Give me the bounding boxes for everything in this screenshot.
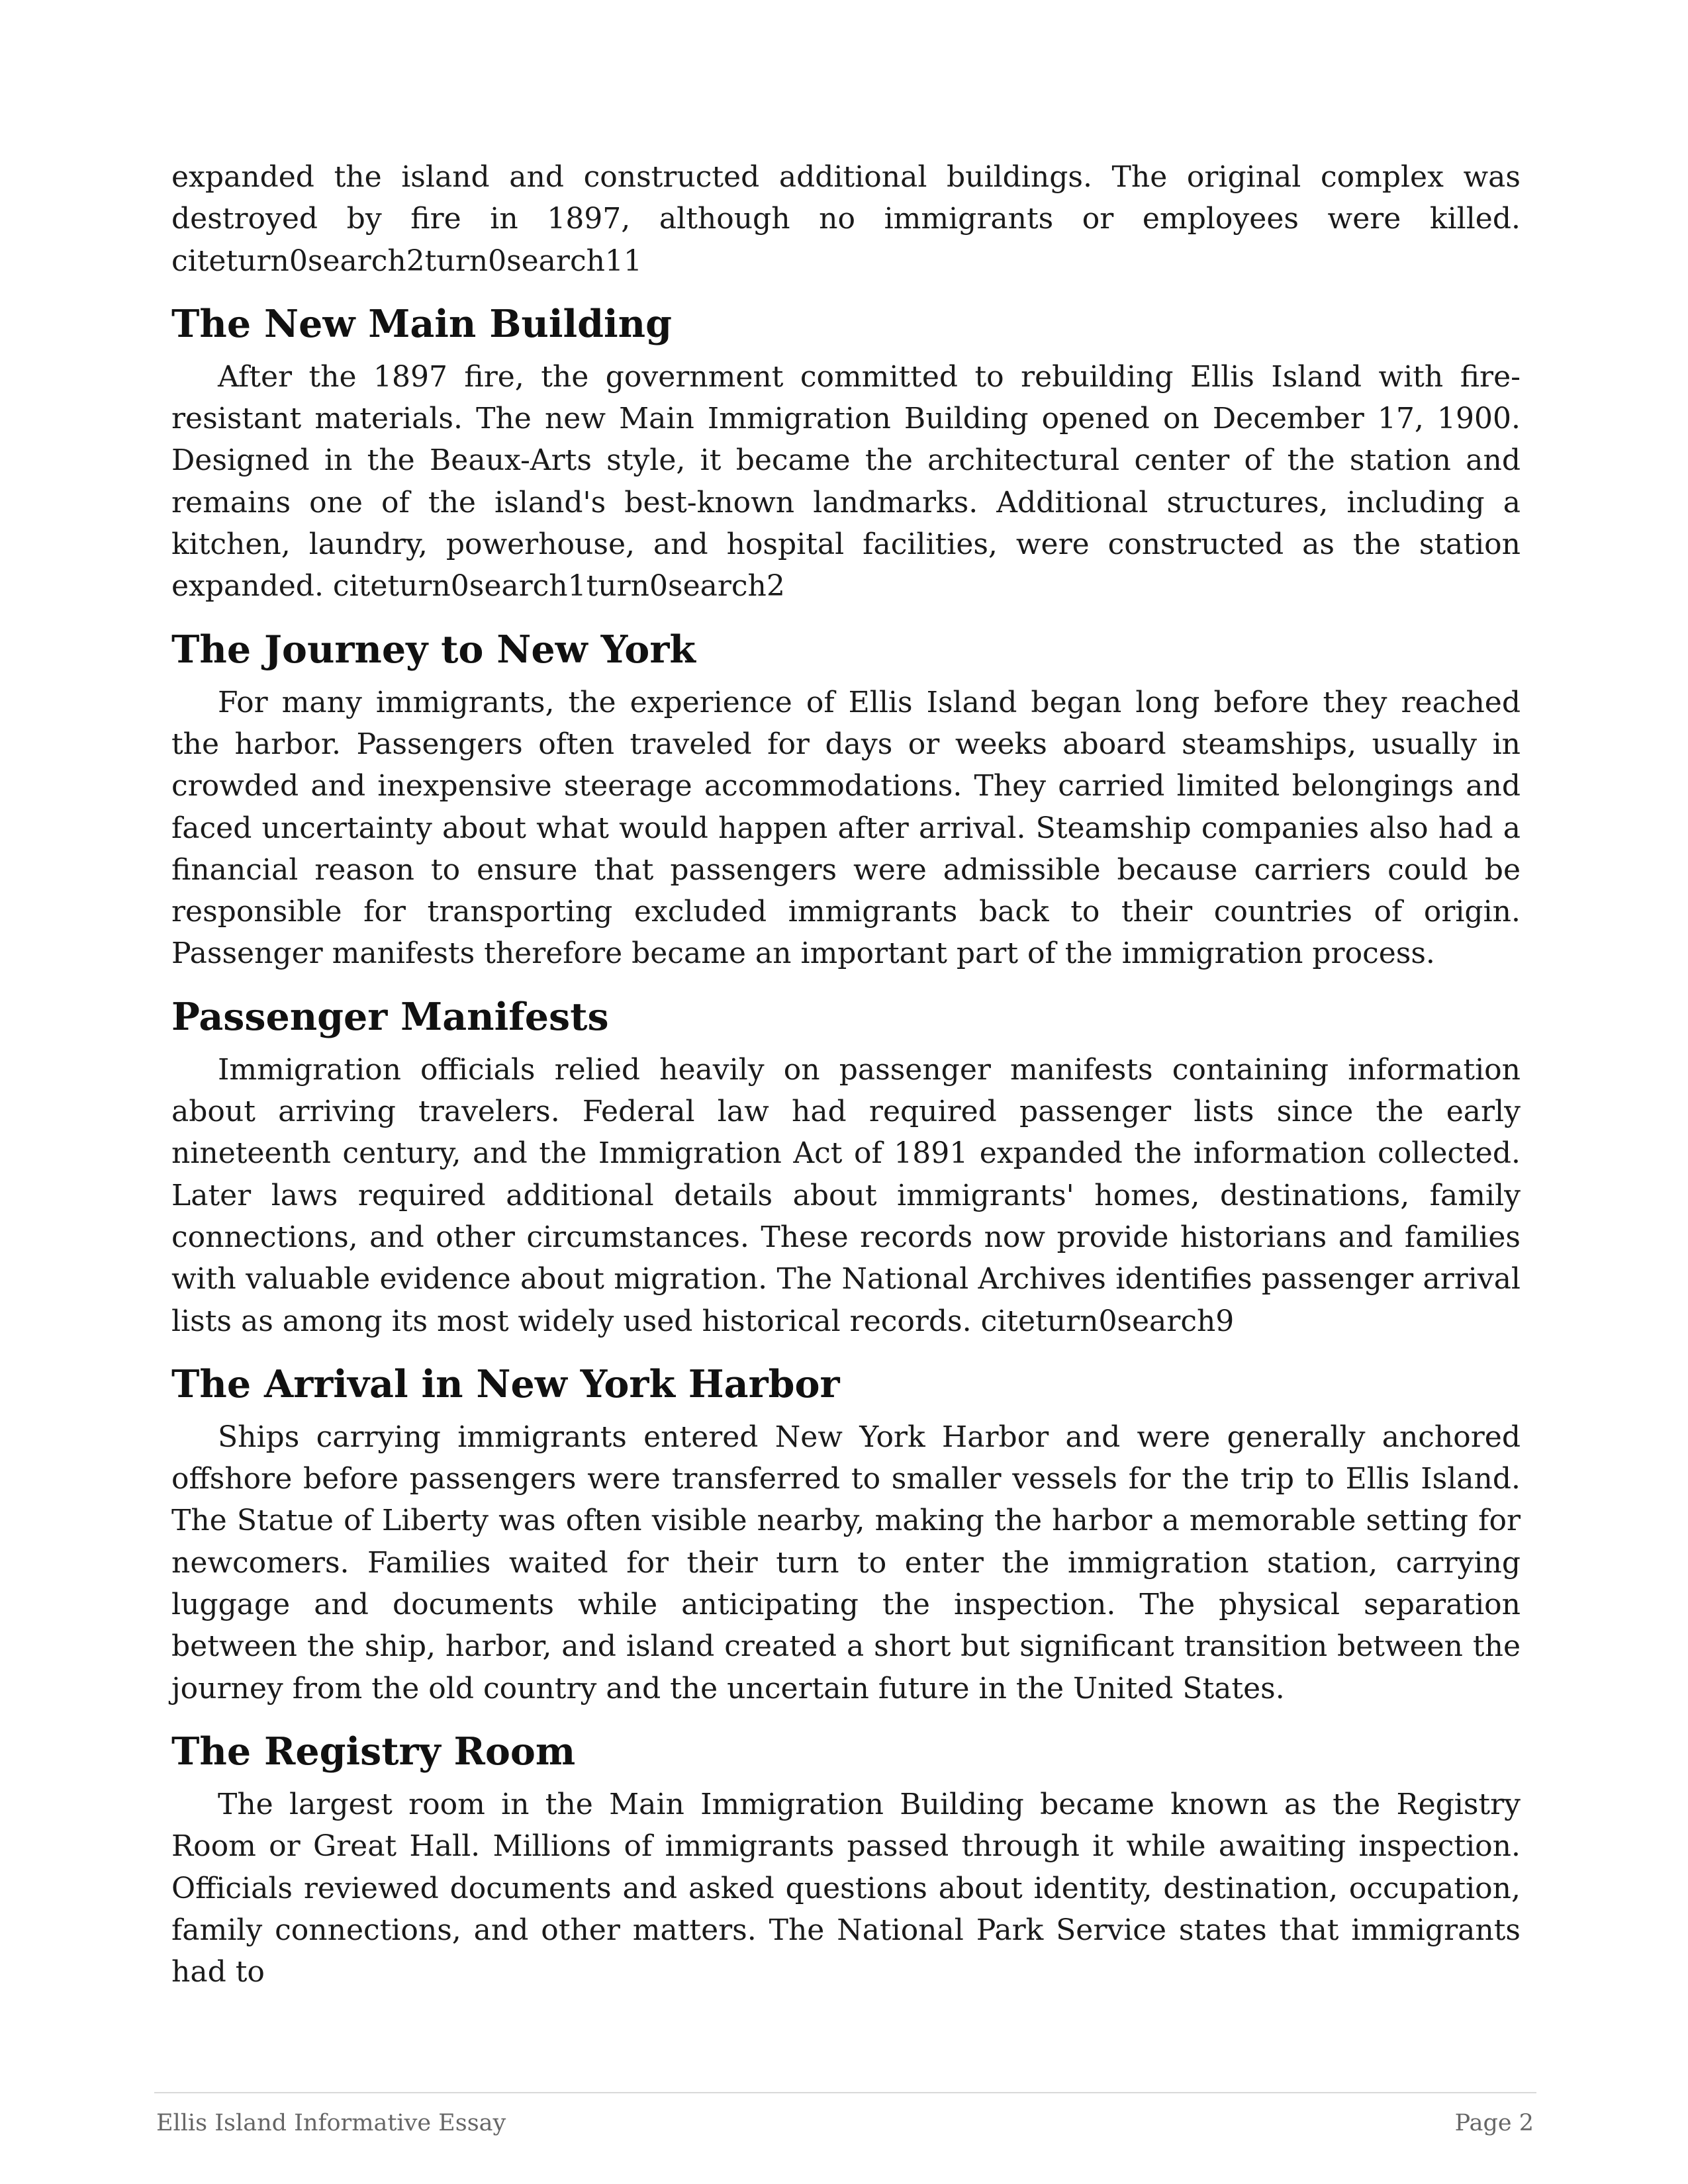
section-journey-to-new-york: [171, 623, 1521, 975]
continued-paragraph: expanded the island and constructed additional buildings. The original complex was destroyed by fire in 1897, although no immigrants or employees were killed. citeturn0search2turn0search11: [171, 160, 1521, 278]
section-paragraph: For many immigrants, the experience of Ellis Island began long before they reached the harbor. Passengers often traveled for days or weeks aboard steamships, usually in crowded and inexpensive steerage accommodations. They carried limited belongings and faced uncertainty about what would happen after arrival. Steamship companies also had a financial reason to ensure that passengers were admissible because carriers could be responsible for transporting excluded immigrants back to their countries of origin. Passenger manifests therefore became an important part of the immigration process.: [171, 685, 1521, 971]
section-heading: The Arrival in New York Harbor: [171, 1361, 840, 1406]
section-heading: Passenger Manifests: [171, 994, 609, 1039]
section-paragraph: Immigration officials relied heavily on passenger manifests containing information about arriving travelers. Federal law had required passenger lists since the early nineteenth century, and the Immigration Act of 1891 expanded the information collected. Later laws required additional details about immigrants' homes, destinations, family connections, and other circumstances. These records now provide historians and families with valuable evidence about migration. The National Archives identifies passenger arrival lists as among its most widely used historical records. citeturn0search9: [171, 1052, 1521, 1338]
section-paragraph: The largest room in the Main Immigration Building became known as the Registry Room or Great Hall. Millions of immigrants passed through it while awaiting inspection. Officials reviewed documents and asked questions about identity, destination, occupation, family connections, and other matters. The National Park Service states that immigrants had to: [171, 1787, 1521, 1989]
page-content: [171, 156, 1521, 1993]
section-heading: The Journey to New York: [171, 627, 696, 672]
section-passenger-manifests: [171, 991, 1521, 1342]
section-registry-room: [171, 1725, 1521, 1993]
footer-document-title: Ellis Island Informative Essay: [156, 2110, 506, 2136]
section-paragraph: Ships carrying immigrants entered New York Harbor and were generally anchored offshore before passengers were transferred to smaller vessels for the trip to Ellis Island. The Statue of Liberty was often visible nearby, making the harbor a memorable setting for newcomers. Families waited for their turn to enter the immigration station, carrying luggage and documents while anticipating the inspection. The physical separation between the ship, harbor, and island created a short but significant transition between the journey from the old country and the uncertain future in the United States.: [171, 1420, 1521, 1706]
footer-divider: [154, 2092, 1536, 2093]
section-new-main-building: [171, 298, 1521, 608]
section-heading: The Registry Room: [171, 1729, 576, 1774]
section-heading: The New Main Building: [171, 301, 672, 346]
footer-page-number: Page 2: [1454, 2110, 1534, 2136]
section-paragraph: After the 1897 fire, the government committed to rebuilding Ellis Island with fire-resistant materials. The new Main Immigration Building opened on December 17, 1900. Designed in the Beaux-Arts style, it became the architectural center of the station and remains one of the island's best-known landmarks. Additional structures, including a kitchen, laundry, powerhouse, and hospital facilities, were constructed as the station expanded. citeturn0search1turn0search2: [171, 359, 1521, 604]
section-arrival-new-york-harbor: [171, 1358, 1521, 1709]
